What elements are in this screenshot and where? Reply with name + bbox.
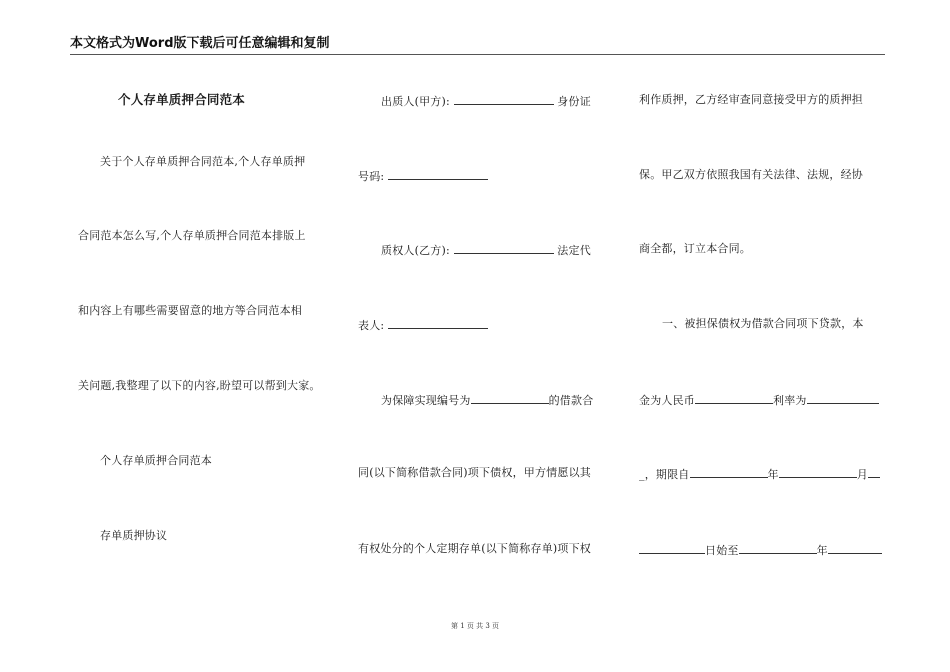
pledgee-name-blank: [454, 242, 554, 254]
interest-rate-blank: [807, 392, 879, 404]
paragraph-line: 关于个人存单质押合同范本,个人存单质押: [100, 155, 306, 168]
end-year-label: 年: [816, 544, 828, 557]
id-number-line: [358, 168, 488, 184]
id-number-label: 号码:: [358, 170, 385, 183]
principal-line: [639, 392, 879, 408]
id-number-blank: [388, 168, 488, 180]
paragraph-line: 关问题,我整理了以下的内容,盼望可以帮到大家。: [78, 379, 321, 392]
pledgor-name-blank: [454, 93, 554, 105]
pledgee-label: 质权人(乙方):: [381, 244, 450, 257]
loan-number-blank: [471, 392, 549, 404]
start-day-blank: [868, 466, 880, 478]
month-label: 月: [856, 468, 868, 481]
paragraph-line: 有权处分的个人定期存单(以下简称存单)项下权: [358, 542, 591, 555]
loan-number-line: [381, 392, 593, 408]
document-header: 本文格式为Word版下载后可任意编辑和复制: [70, 36, 885, 55]
principal-label: 金为人民币: [639, 394, 695, 407]
interest-rate-label: 利率为: [773, 394, 807, 407]
pledgor-label: 出质人(甲方):: [381, 95, 450, 108]
term-start-label: _，期限自: [639, 468, 690, 481]
paragraph-line: 合同范本怎么写,个人存单质押合同范本排版上: [78, 229, 306, 242]
clause-one-line: 一、被担保债权为借款合同项下贷款，本: [662, 317, 864, 330]
loan-number-label: 为保障实现编号为: [381, 394, 471, 407]
start-day-cont-blank: [639, 542, 705, 554]
paragraph-line: 商全都，订立本合同。: [639, 242, 751, 255]
start-year-blank: [690, 466, 768, 478]
id-label: 身份证: [557, 95, 591, 108]
term-end-line: [639, 542, 882, 558]
term-start-line: [639, 466, 880, 482]
legal-rep-label: 法定代: [557, 244, 591, 257]
section-heading: 个人存单质押合同范本: [100, 454, 212, 467]
principal-amount-blank: [695, 392, 773, 404]
paragraph-line: 和内容上有哪些需要留意的地方等合同范本相: [78, 304, 302, 317]
loan-contract-label: 的借款合: [548, 394, 594, 407]
pledgor-line: [381, 93, 591, 109]
year-label: 年: [767, 468, 779, 481]
legal-rep-line: [358, 317, 488, 333]
start-month-blank: [779, 466, 857, 478]
paragraph-line: 同(以下简称借款合同)项下债权，甲方情愿以其: [358, 466, 591, 479]
paragraph-line: 利作质押，乙方经审查同意接受甲方的质押担: [639, 93, 863, 106]
page-number: 第 1 页 共 3 页: [450, 622, 500, 630]
end-year-blank: [739, 542, 817, 554]
legal-rep-blank: [388, 317, 488, 329]
document-title: 个人存单质押合同范本: [118, 92, 246, 107]
term-end-label: 日始至: [705, 544, 739, 557]
section-heading: 存单质押协议: [100, 529, 168, 542]
legal-rep-label-end: 表人:: [358, 319, 385, 332]
end-month-blank: [828, 542, 882, 554]
pledgee-line: [381, 242, 591, 258]
paragraph-line: 保。甲乙双方依照我国有关法律、法规，经协: [639, 168, 863, 181]
